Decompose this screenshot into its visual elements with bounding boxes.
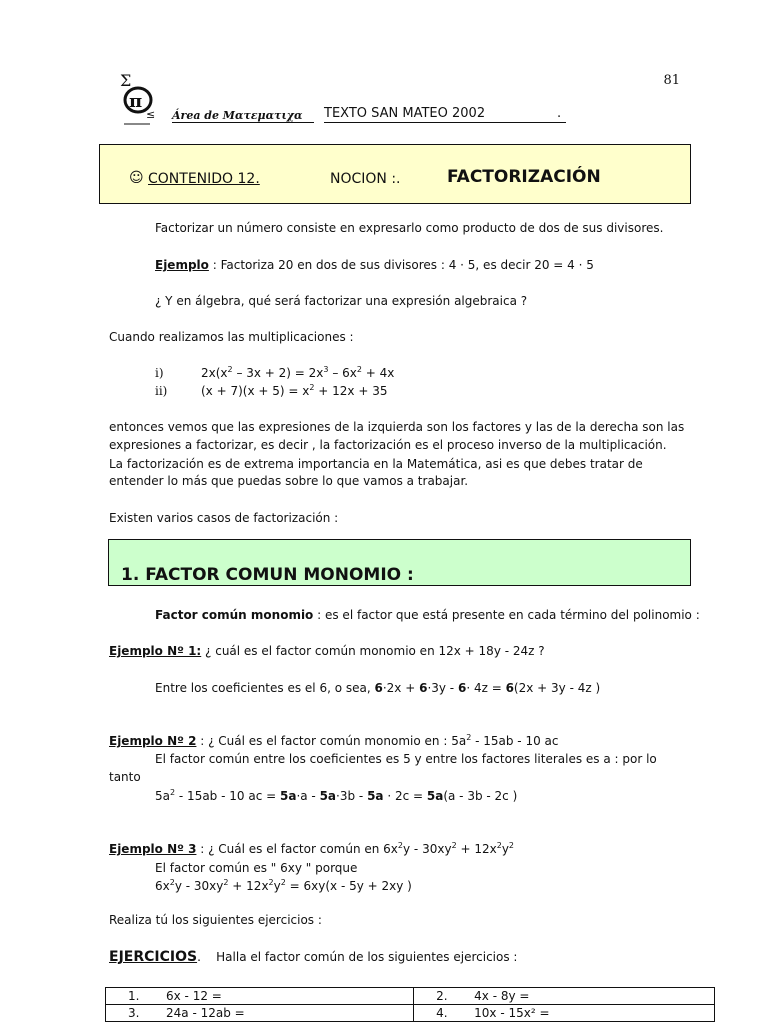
contenido-box <box>99 144 691 204</box>
ejemplo-2-line: Ejemplo Nº 2 : ¿ Cuál es el factor común monomio en : $5a^2 - 15ab - 10$ ac <box>109 733 559 748</box>
exercise-cell: 4. 10x - 15x² = <box>414 1005 715 1022</box>
svg-text:≤: ≤ <box>146 108 156 121</box>
svg-text:Σ: Σ <box>120 71 132 90</box>
ejemplo-text: : Factoriza 20 en dos de sus divisores : 4 · 5, es decir 20 = 4 · 5 <box>208 258 594 272</box>
area-underline <box>172 122 314 123</box>
ejemplo-2-answer: $5a^2 - 15ab - 10$ ac = 5a·a - 5a·3b - 5a · 2c = 5a(a - 3b - 2c ) <box>155 788 518 803</box>
exercise-cell: 1. 6x - 12 = <box>106 988 414 1005</box>
exercise-cell: 3. 24a - 12ab = <box>106 1005 414 1022</box>
item-ii-label: ii) <box>155 384 168 398</box>
page-number: 81 <box>663 73 680 88</box>
ejemplo-2-label: Ejemplo Nº 2 <box>109 734 197 748</box>
casos-line: Existen varios casos de factorización : <box>109 511 339 525</box>
contenido-label: CONTENIDO 12. <box>148 171 260 187</box>
ejemplo-3-text: El factor común es " 6xy " porque <box>155 861 358 875</box>
cuando-line: Cuando realizamos las multiplicaciones : <box>109 330 354 344</box>
table-row <box>106 988 715 1005</box>
contenido-title: FACTORIZACIÓN <box>447 167 601 187</box>
svg-text:π: π <box>129 91 143 112</box>
exercise-cell: 2. 4x - 8y = <box>414 988 715 1005</box>
definition-term: Factor común monomio <box>155 608 314 622</box>
ejemplo-3-line: Ejemplo Nº 3 : ¿ Cuál es el factor común en $6x^2y - 30xy^2 + 12x^2y^2$ <box>109 841 515 856</box>
ejemplo-1-answer: Entre los coeficientes es el 6, o sea, 6·2x + 6·3y - 6· 4z = 6(2x + 3y - 4z ) <box>155 681 601 695</box>
section-heading-box <box>108 539 691 586</box>
section-title: 1. FACTOR COMUN MONOMIO : <box>121 565 414 585</box>
ejemplo-3-label: Ejemplo Nº 3 <box>109 842 197 856</box>
smiley-icon: ☺ <box>129 170 144 186</box>
algebra-question: ¿ Y en álgebra, qué será factorizar una expresión algebraica ? <box>155 294 528 308</box>
texto-title: TEXTO SAN MATEO 2002 <box>324 106 486 121</box>
paragraph-line-1: entonces vemos que las expresiones de la izquierda son los factores y las de la derecha son las <box>109 420 685 434</box>
item-ii-expression: $(x + 7)(x + 5) = x^2 + 12x + 35$ <box>201 383 388 398</box>
table-row <box>106 1005 715 1022</box>
ejercicios-line: EJERCICIOS. Halla el factor común de los siguientes ejercicios : <box>109 949 518 965</box>
item-i-expression: $2x(x^2 - 3x + 2) = 2x^3 - 6x^2 + 4x$ <box>201 365 395 380</box>
exercises-table <box>105 987 715 1022</box>
ejemplo-2-text-2: tanto <box>109 770 141 784</box>
item-i-label: i) <box>155 366 164 380</box>
ejemplo-1-question: ¿ cuál es el factor común monomio en 12x + 18y - 24z ? <box>201 644 545 658</box>
intro-paragraph: Factorizar un número consiste en expresarlo como producto de dos de sus divisores. <box>155 221 664 235</box>
area-label: Área de Ματεματιχα <box>172 109 303 122</box>
ejemplo-label: Ejemplo <box>155 258 209 272</box>
ejercicios-text: Halla el factor común de los siguientes ejercicios : <box>216 950 518 964</box>
texto-underline <box>324 122 566 123</box>
realiza-line: Realiza tú los siguientes ejercicios : <box>109 913 322 927</box>
ejemplo-3-answer: $6x^2y - 30xy^2 + 12x^2y^2 = 6xy(x - 5y + 2xy$ ) <box>155 878 412 893</box>
ejemplo-2-text-1: El factor común entre los coeficientes es 5 y entre los factores literales es a : por lo <box>155 752 657 766</box>
ejemplo-line <box>155 257 594 273</box>
nocion-label: NOCION :. <box>330 171 401 187</box>
pi-logo-icon <box>116 70 160 126</box>
definition-line <box>155 607 700 623</box>
paragraph-line-3: La factorización es de extrema importancia en la Matemática, asi es que debes tratar de <box>109 457 643 471</box>
ejercicios-label: EJERCICIOS <box>109 949 198 965</box>
paragraph-line-2: expresiones a factorizar, es decir , la factorización es el proceso inverso de la multiplicación. <box>109 438 667 452</box>
texto-dot: . <box>557 106 562 121</box>
ejemplo-1-label: Ejemplo Nº 1: <box>109 644 202 658</box>
definition-text: : es el factor que está presente en cada término del polinomio : <box>313 608 700 622</box>
paragraph-line-4: entender lo más que puedas sobre lo que vamos a trabajar. <box>109 474 469 488</box>
ejemplo-1-line <box>109 643 545 659</box>
